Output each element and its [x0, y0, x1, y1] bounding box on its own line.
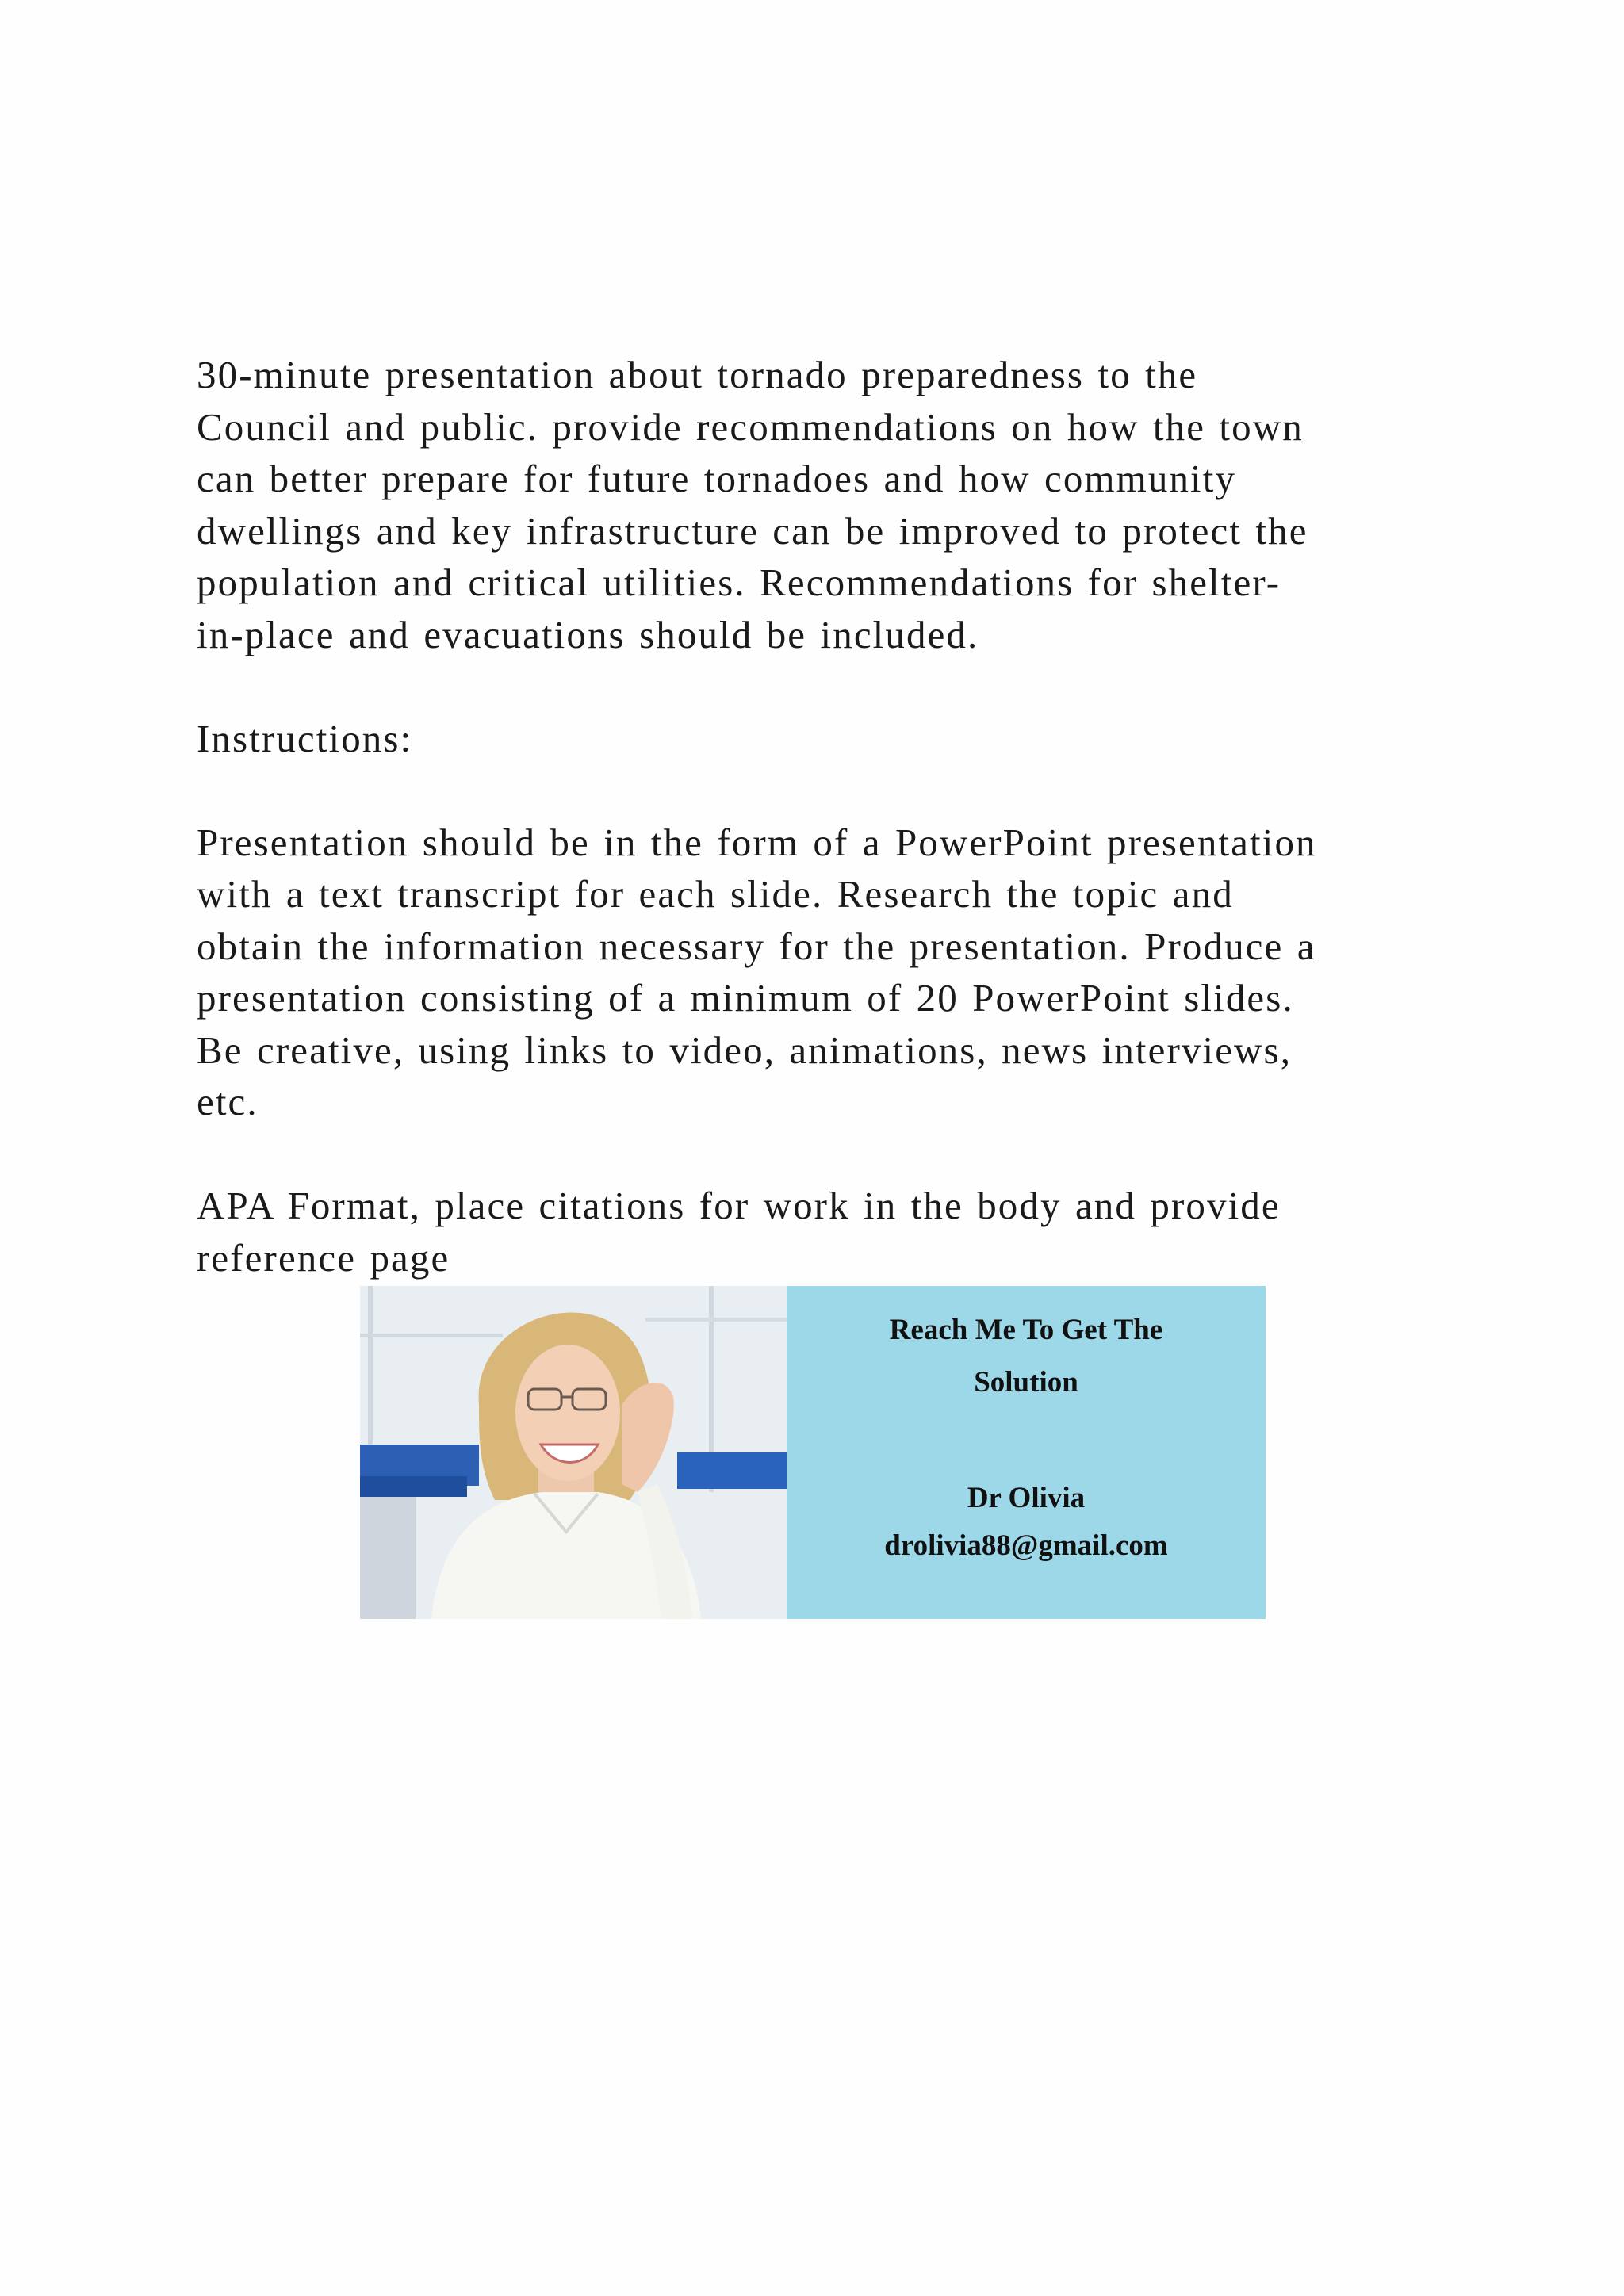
contact-name: Dr Olivia	[967, 1482, 1086, 1514]
intro-paragraph: 30-minute presentation about tornado preparedness to the Council and public. provide recommendations on how the town can better prepare for future tornadoes and how community dwellings and key infrastructure can be improved to protect the population and critical utilities. Recommendations for shelter- in-place and evacuations should be included.	[197, 353, 1308, 656]
contact-email: drolivia88@gmail.com	[884, 1529, 1168, 1562]
contact-banner	[360, 1286, 1266, 1619]
body-text	[197, 349, 1497, 1284]
apa-paragraph: APA Format, place citations for work in the body and provide reference page	[197, 1184, 1281, 1280]
reach-me-text: Reach Me To Get The	[889, 1314, 1163, 1346]
instructions-heading: Instructions:	[197, 716, 413, 760]
instructions-paragraph: Presentation should be in the form of a PowerPoint presentation with a text transcript for each slide. Research the topic and obtain the information necessary for the presentation. Produce a presentation consisting of a minimum of 20 PowerPoint slides. Be creative, using links to video, animations, news interviews, etc.	[197, 820, 1317, 1123]
solution-text: Solution	[974, 1366, 1078, 1399]
woman-photo	[360, 1286, 787, 1619]
woman-photo-illustration	[360, 1286, 787, 1619]
contact-panel	[787, 1286, 1266, 1619]
